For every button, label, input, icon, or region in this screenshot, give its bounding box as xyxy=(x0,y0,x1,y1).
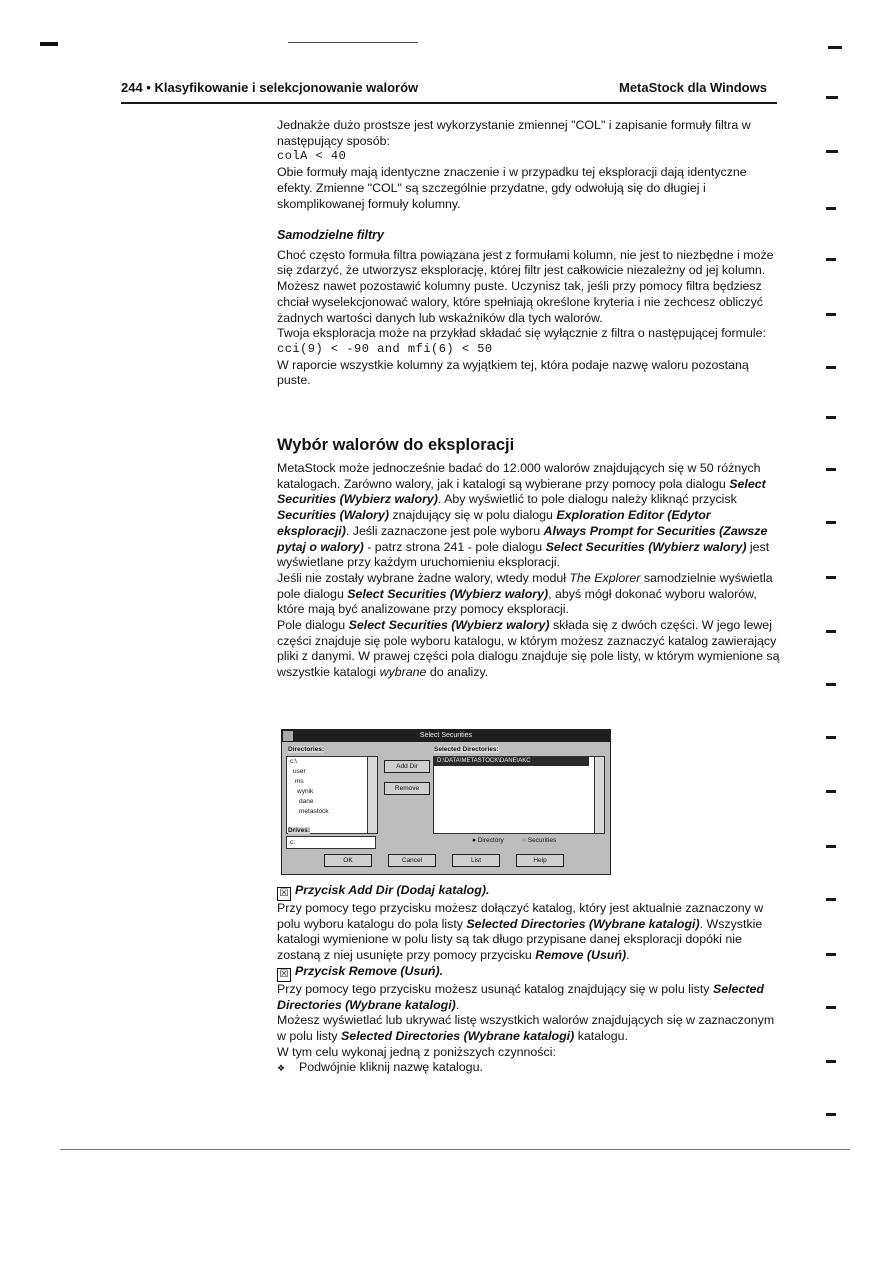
edge-mark xyxy=(826,1113,836,1116)
checkbox-icon: ☒ xyxy=(277,968,291,982)
intro-text-2: Obie formuły mają identyczne znaczenie i w przypadku tej eksploracji dają identyczne efekty. Zmienne "COL" są szczególnie przydatne, gdy odwołują się do długiej i skomplikowanej formuły kolumny. xyxy=(277,165,747,211)
diamond-bullet-icon: ❖ xyxy=(277,1063,286,1074)
standalone-filters-section xyxy=(277,228,782,389)
edge-mark xyxy=(826,521,836,524)
add-dir-item xyxy=(277,883,782,901)
edge-mark xyxy=(826,953,836,956)
bullet-item: ❖ Podwójnie kliknij nazwę katalogu. xyxy=(277,1060,782,1077)
edge-mark xyxy=(826,313,836,316)
selected-directories-label: Selected Directories: xyxy=(434,746,499,753)
help-button[interactable]: Help xyxy=(516,854,564,867)
system-menu-icon[interactable] xyxy=(283,731,293,741)
edge-mark xyxy=(826,207,836,210)
intro-text: Jednakże dużo prostsze jest wykorzystanie zmiennej "COL" i zapisanie formuły filtra w następujący sposób: xyxy=(277,118,751,148)
section-title: Wybór walorów do eksploracji xyxy=(277,436,515,454)
filters-text: Choć często formuła filtra powiązana jest z formułami kolumn, nie jest to niezbędne i może się zdarzyć, że utworzysz eksplorację, której filtr jest całkowicie niezależny od jej kolumn. Możesz nawet pozostawić kolumny puste. Uczynisz tak, jeśli przy pomocy filtra będziesz chciał wyselekcjonować walory, które spełniają określone kryteria i nie zechcesz obliczyć żadnych wartości danych lub wskaźników dla tych walorów. xyxy=(277,247,774,325)
edge-mark xyxy=(826,366,836,369)
tree-item[interactable]: user xyxy=(293,768,306,775)
add-dir-label: Przycisk Add Dir (Dodaj katalog). xyxy=(295,883,490,897)
selected-directory-item[interactable]: D:\DATA\METASTOCK\DANE\AKC xyxy=(434,757,589,766)
edge-mark xyxy=(826,468,836,471)
subsection-title: Samodzielne filtry xyxy=(277,228,384,242)
tree-item[interactable]: ms xyxy=(295,778,304,785)
drive-value: c: xyxy=(290,839,296,846)
dialog-title: Select Securities xyxy=(282,730,610,742)
cancel-button[interactable]: Cancel xyxy=(388,854,436,867)
edge-mark xyxy=(826,150,838,153)
edge-mark xyxy=(826,845,836,848)
tree-item[interactable]: c:\ xyxy=(290,758,297,765)
filter-formula-code: cci(9) < -90 and mfi(6) < 50 xyxy=(277,341,493,356)
list-button[interactable]: List xyxy=(452,854,500,867)
running-header-right: MetaStock dla Windows xyxy=(619,80,767,95)
remove-label: Przycisk Remove (Usuń). xyxy=(295,963,444,978)
selection-paragraph-1: MetaStock może jednocześnie badać do 12.000 walorów znajdujących się w 50 różnych katalogach. Zarówno walory, jak i katalogi są wybierane przy pomocy pola dialogu Select Securities (Wybierz walory). Aby wyświetlić to pole dialogu należy kliknąć przycisk Securities (Walory) znajdujący się w polu dialogu Exploration Editor (Edytor eksploracji). Jeśli zaznaczone jest pole wyboru Always Prompt for Securities (Zawsze pytaj o walory) - patrz strona 241 - pole dialogu Select Securities (Wybierz walory) jest wyświetlane przy każdym uruchomieniu eksploracji. xyxy=(277,461,770,570)
filters-text-3: W raporcie wszystkie kolumny za wyjątkiem tej, która podaje nazwę waloru pozostaną puste. xyxy=(277,357,749,388)
directories-label: Directories: xyxy=(288,746,325,753)
edge-mark xyxy=(826,1060,836,1063)
edge-mark xyxy=(826,898,836,901)
tree-item[interactable]: wynik xyxy=(297,788,314,795)
tree-item[interactable]: metastock xyxy=(299,808,329,815)
edge-mark xyxy=(826,630,836,633)
closing-paragraph: Możesz wyświetlać lub ukrywać listę wszystkich walorów znajdujących się w zaznaczonym w polu listy Selected Directories (Wybrane katalogi) katalogu. xyxy=(277,1013,775,1043)
filters-text-2: Twoja eksploracja może na przykład składać się wyłącznie z filtra o następującej formule: xyxy=(277,326,766,341)
edge-mark xyxy=(826,258,836,261)
selected-directories-list[interactable] xyxy=(433,756,605,834)
drives-label: Drives: xyxy=(288,827,311,834)
selection-paragraph-2: Jeśli nie zostały wybrane żadne walory, wtedy moduł The Explorer samodzielnie wyświetla pole dialogu Select Securities (Wybierz walory), abyś mógł dokonać wyboru walorów, które mają być analizowane przy pomocy eksploracji. xyxy=(277,570,773,617)
tree-item[interactable]: dane xyxy=(299,798,314,805)
directory-tree[interactable] xyxy=(286,756,378,834)
edge-mark xyxy=(826,790,836,793)
remove-item xyxy=(277,964,782,982)
selection-section xyxy=(277,461,782,681)
closing-instruction: W tym celu wykonaj jedną z poniższych czynności: xyxy=(277,1044,556,1059)
select-securities-dialog xyxy=(281,729,611,875)
edge-mark xyxy=(826,683,836,686)
ok-button[interactable]: OK xyxy=(324,854,372,867)
edge-mark xyxy=(826,1006,836,1009)
add-dir-button[interactable]: Add Dir xyxy=(384,760,430,773)
scan-corner-mark xyxy=(40,42,58,46)
button-descriptions xyxy=(277,883,782,1077)
edge-mark xyxy=(826,416,836,419)
selection-paragraph-3: Pole dialogu Select Securities (Wybierz walory) składa się z dwóch części. W jego lewej części znajduje się pole wyboru katalogu, w którym możesz zaznaczyć katalog zawierający pliki z danymi. W prawej części pola dialogu znajduje się pole listy, w którym wymienione są wszystkie katalogi wybrane do analizy. xyxy=(277,618,780,680)
formula-code: colA < 40 xyxy=(277,149,347,164)
radio-securities[interactable]: ○ Securities xyxy=(522,837,557,844)
list-scrollbar[interactable] xyxy=(594,757,604,833)
header-rule xyxy=(121,102,777,104)
top-scan-rule xyxy=(288,42,418,43)
edge-mark xyxy=(826,576,836,579)
edge-mark xyxy=(826,96,838,99)
checkbox-icon: ☒ xyxy=(277,887,291,901)
tree-scrollbar[interactable] xyxy=(367,757,377,833)
edge-mark xyxy=(826,736,836,739)
drive-select[interactable] xyxy=(286,836,376,849)
running-header-left: 244 • Klasyfikowanie i selekcjonowanie walorów xyxy=(121,80,419,95)
edge-mark xyxy=(828,46,842,49)
intro-paragraph xyxy=(277,118,782,212)
radio-directory[interactable]: ● Directory xyxy=(472,837,504,844)
bottom-scan-rule xyxy=(60,1149,850,1150)
remove-description: Przy pomocy tego przycisku możesz usunąć katalog znajdujący się w polu listy Selected Directories (Wybrane katalogi). xyxy=(277,981,764,1012)
remove-button[interactable]: Remove xyxy=(384,782,430,795)
add-dir-description: Przy pomocy tego przycisku możesz dołączyć katalog, który jest aktualnie zaznaczony w polu wyboru katalogu do pola listy Selected Directories (Wybrane katalogi). Wszystkie katalogi wymienione w polu listy są tak długo przypisane danej eksploracji dopóki nie zostaną z niej usunięte przy pomocy przycisku Remove (Usuń). xyxy=(277,901,764,963)
